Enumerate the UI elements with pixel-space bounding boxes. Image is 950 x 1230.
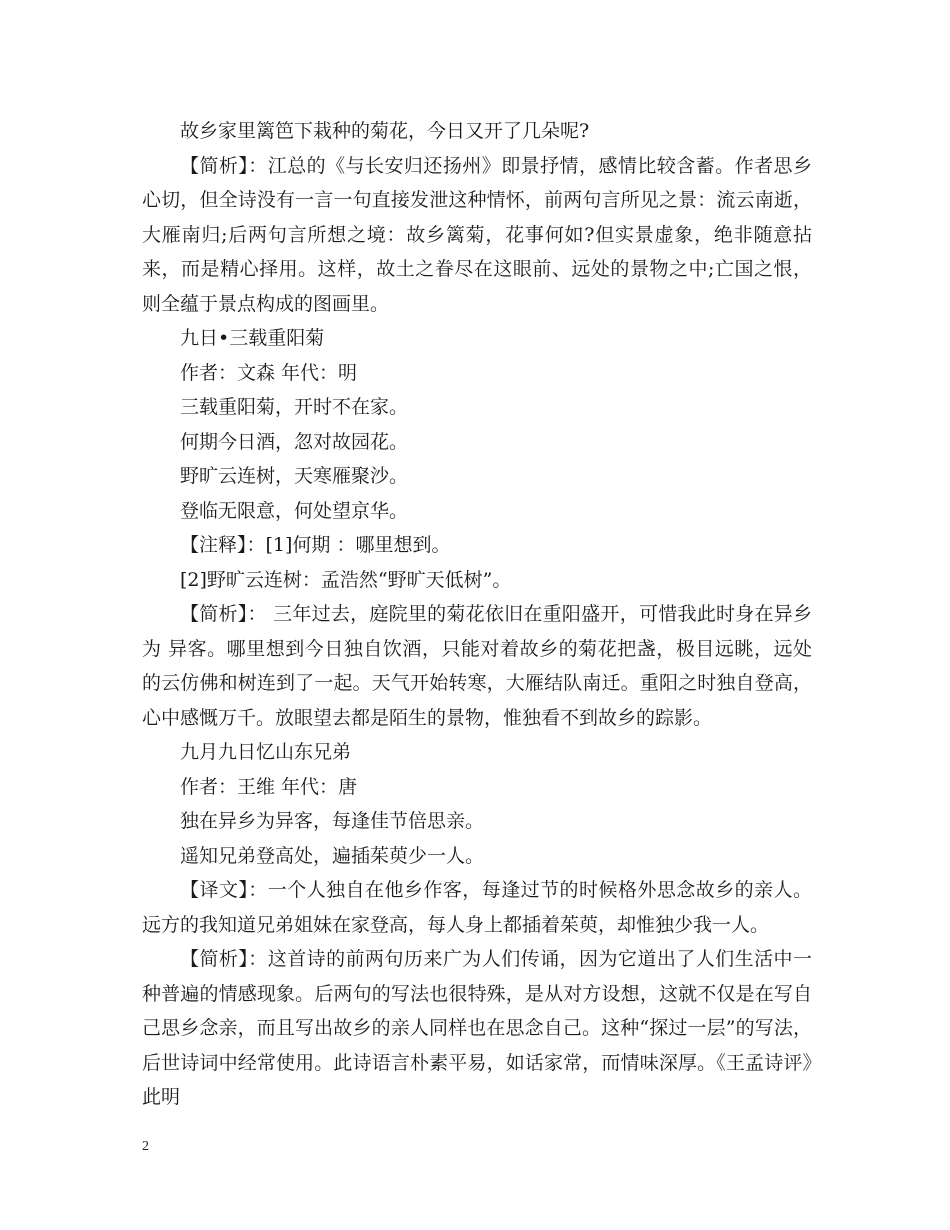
page-number: 2 [142, 1139, 149, 1154]
poem-line: 遥知兄弟登高处，遍插茱萸少一人。 [180, 844, 485, 867]
poem-line: 何期今日酒，忽对故园花。 [180, 430, 409, 453]
paragraph-translation: 【译文】：一个人独自在他乡作客，每逢过节的时候格外思念故乡的亲人。远方的我知道兄弟姐妹在家登高，每人身上都插着茱萸，却惟独少我一人。 [142, 879, 812, 936]
annotation-line: 【注释】：[1]何期 ：哪里想到。 [180, 534, 451, 556]
annotation-line: [2]野旷云连树：孟浩然“野旷天低树”。 [180, 568, 512, 591]
poem-title-jiuyue: 九月九日忆山东兄弟 [180, 741, 352, 763]
document-body [142, 114, 812, 1115]
paragraph-analysis-wensen: 【简析】： 三年过去，庭院里的菊花依旧在重阳盛开，可惜我此时身在异乡为 异客。哪里想到今日独自饮酒，只能对着故乡的菊花把盏，极目远眺，远处的云仿佛和树连到了一起。天气开始转寒，大雁结队南迁。重阳之时独自登高，心中感慨万千。放眼望去都是陌生的景物，惟独看不到故乡的踪影。 [142, 603, 812, 729]
poem-line: 登临无限意，何处望京华。 [180, 499, 409, 522]
paragraph-chrysanthemum-line: 故乡家里篱笆下栽种的菊花，今日又开了几朵呢? [180, 120, 590, 142]
paragraph-analysis-jiang-zong: 【简析】：江总的《与长安归还扬州》即景抒情，感情比较含蓄。作者思乡心切，但全诗没有一言一句直接发泄这种情怀，前两句言所见之景：流云南逝，大雁南归;后两句言所想之境：故乡篱菊，花事何如?但实景虚象，绝非随意拈来，而是精心择用。这样，故土之眷尽在这眼前、远处的景物之中;亡国之恨，则全蕴于景点构成的图画里。 [142, 154, 812, 315]
poem-line: 独在异乡为异客，每逢佳节倍思亲。 [180, 810, 485, 832]
poem-author-wangwei: 作者：王维 年代：唐 [180, 775, 358, 798]
poem-author-wensen: 作者：文森 年代：明 [180, 361, 358, 384]
poem-line: 三载重阳菊，开时不在家。 [180, 396, 409, 418]
poem-line: 野旷云连树，天寒雁聚沙。 [180, 465, 409, 487]
poem-title-jiuri: 九日•三载重阳菊 [180, 327, 325, 349]
paragraph-analysis-wangwei: 【简析】：这首诗的前两句历来广为人们传诵，因为它道出了人们生活中一种普遍的情感现象。后两句的写法也很特殊，是从对方设想，这就不仅是在写自己思乡念亲，而且写出故乡的亲人同样也在思念自己。这种“探过一层”的写法，后世诗词中经常使用。此诗语言朴素平易，如话家常，而情味深厚。《王孟诗评》此明 [142, 948, 812, 1108]
